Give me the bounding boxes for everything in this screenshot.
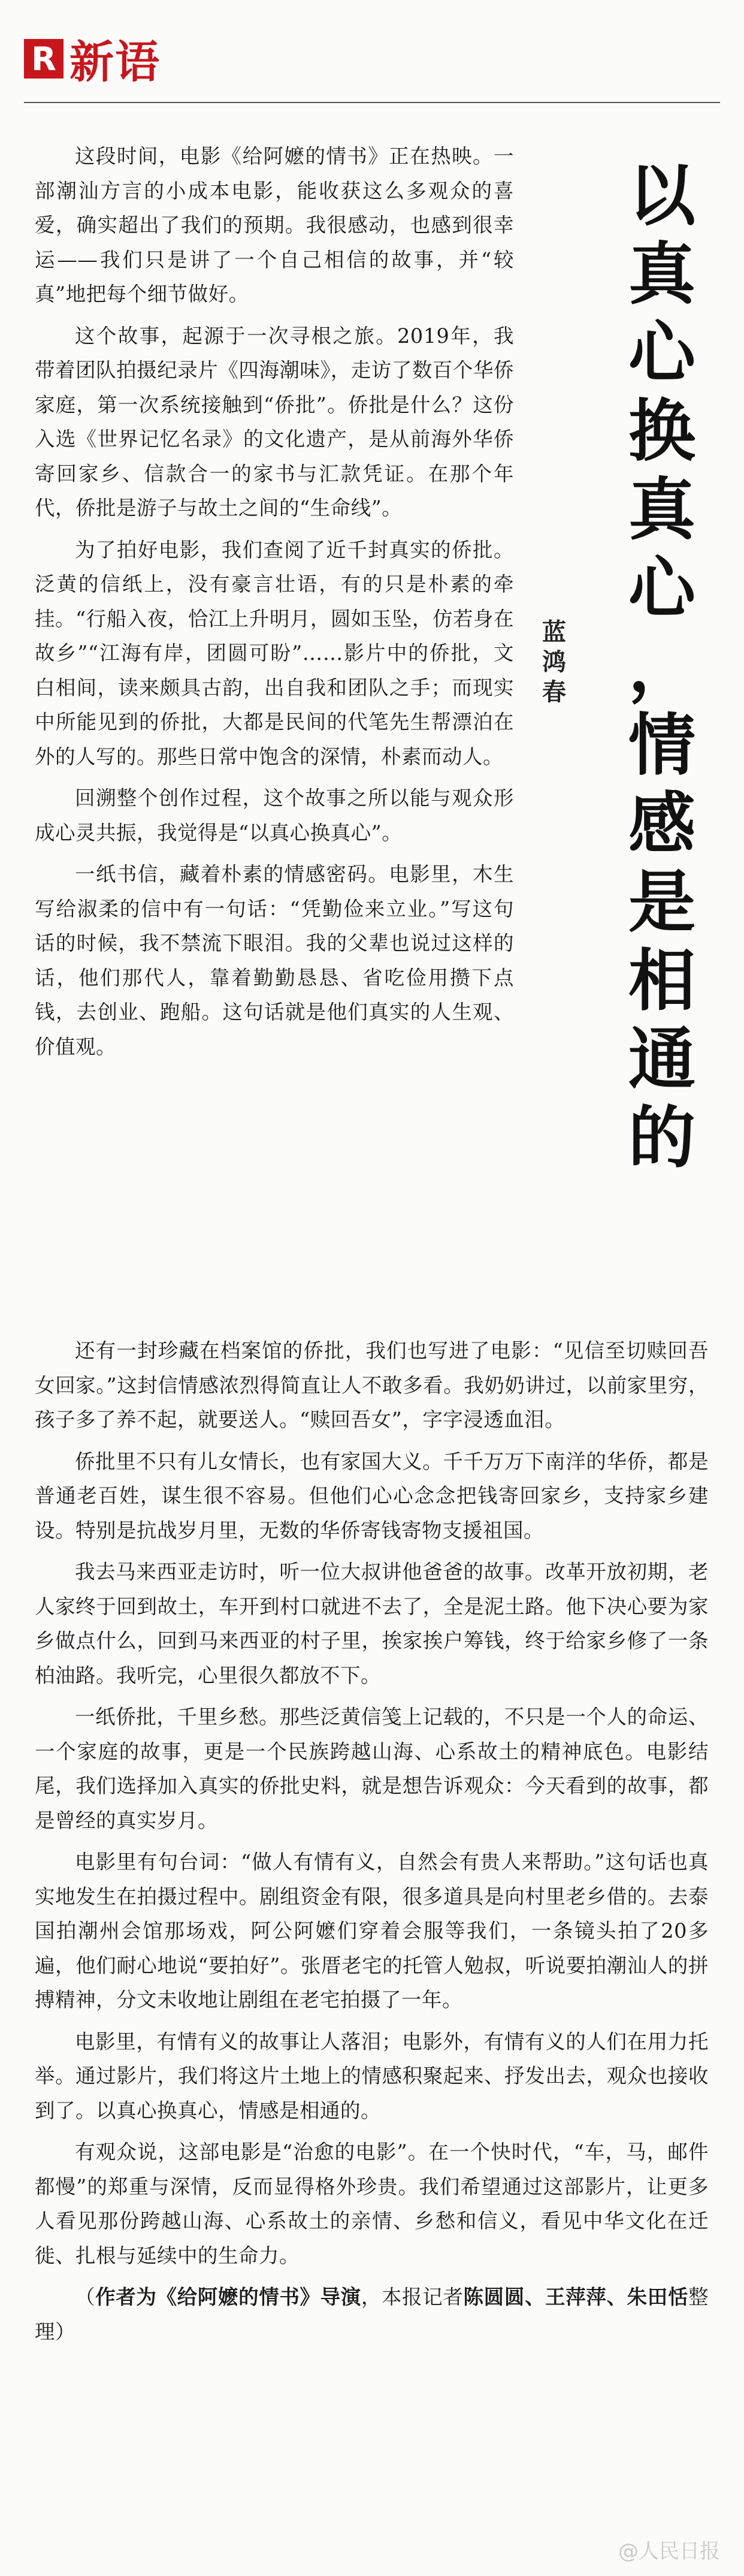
credit-tail: 整理）: [35, 2285, 709, 2343]
header-divider: [24, 102, 720, 103]
title-char: 心: [628, 550, 695, 628]
title-char: 换: [628, 393, 695, 470]
article-title: [623, 157, 701, 1178]
article-paragraph: 这个故事，起源于一次寻根之旅。2019年，我带着团队拍摄纪录片《四海潮味》，走访了数百个华侨家庭，第一次系统接触到“侨批”。侨批是什么？这份入选《世界记忆名录》的文化遗产，是从前海外华侨寄回家乡、信款合一的家书与汇款凭证。在那个年代，侨批是游子与故土之间的“生命线”。: [35, 324, 514, 520]
article-paragraph: 这段时间，电影《给阿嬷的情书》正在热映。一部潮汕方言的小成本电影，能收获这么多观众的喜爱，确实超出了我们的预期。我很感动，也感到很幸运——我们只是讲了一个自己相信的故事，并“较真”地把每个细节做好。: [35, 144, 514, 306]
credit-mid: ，本报记者: [361, 2285, 464, 2309]
article-paragraph: 侨批里不只有儿女情长，也有家国大义。千千万万下南洋的华侨，都是普通老百姓，谋生很不容易。但他们心心念念把钱寄回家乡，支持家乡建设。特别是抗战岁月里，无数的华侨寄钱寄物支援祖国。: [35, 1449, 709, 1542]
author-char: 鸿: [542, 648, 566, 676]
credit-names: 陈圆圆、王萍萍、朱田恬: [463, 2285, 689, 2309]
article-paragraph: 为了拍好电影，我们查阅了近千封真实的侨批。泛黄的信纸上，没有豪言壮语，有的只是朴素的牵挂。“行船入夜，恰江上升明月，圆如玉坠，仿若身在故乡”“江海有岸，团圆可盼”……影片中的侨批，文白相间，读来颇具古韵，出自我和团队之手；而现实中所能见到的侨批，大都是民间的代笔先生帮漂泊在外的人写的。那些日常中饱含的深情，朴素而动人。: [35, 538, 514, 768]
article-paragraph: 电影里，有情有义的故事让人落泪；电影外，有情有义的人们在用力托举。通过影片，我们将这片土地上的情感积聚起来、抒发出去，观众也接收到了。以真心换真心，情感是相通的。: [35, 2029, 709, 2122]
article-paragraph: 一纸书信，藏着朴素的情感密码。电影里，木生写给淑柔的信中有一句话：“凭勤俭来立业。”写这句话的时候，我不禁流下眼泪。我的父辈也说过这样的话，他们那代人，靠着勤勤恳恳、省吃俭用攒下点钱，去创业、跑船。这句话就是他们真实的人生观、价值观。: [35, 862, 514, 1058]
author-char: 蓝: [542, 619, 566, 646]
title-char: 真: [628, 471, 695, 549]
credit-open: （: [75, 2285, 96, 2309]
article-paragraph: 回溯整个创作过程，这个故事之所以能与观众形成心灵共振，我觉得是“以真心换真心”。: [35, 786, 514, 844]
article-paragraph: 电影里有句台词：“做人有情有义，自然会有贵人来帮助。”这句话也真实地发生在拍摄过程中。剧组资金有限，很多道具是向村里老乡借的。去泰国拍潮州会馆那场戏，阿公阿嬷们穿着会服等我们，一条镜头拍了20多遍，他们耐心地说“要拍好”。张厝老宅的托管人勉叔，听说要拍潮汕人的拼搏精神，分文未收地让剧组在老宅拍摄了一年。: [35, 1850, 709, 2011]
author-byline: [539, 617, 569, 707]
article-paragraph: 有观众说，这部电影是“治愈的电影”。在一个快时代，“车，马，邮件都慢”的郑重与深情，反而显得格外珍贵。我们希望通过这部影片，让更多人看见那份跨越山海、心系故土的亲情、乡愁和信义，看见中华文化在迁徙、扎根与延续中的生命力。: [35, 2140, 709, 2267]
author-credit: [35, 2280, 709, 2349]
article-paragraph: 还有一封珍藏在档案馆的侨批，我们也写进了电影：“见信至切赎回吾女回家。”这封信情感浓烈得简直让人不敢多看。我奶奶讲过，以前家里穷，孩子多了养不起，就要送人。“赎回吾女”，字字浸透血泪。: [35, 1339, 709, 1431]
section-title: 新语: [69, 37, 161, 88]
source-watermark: @人民日报: [618, 2539, 720, 2563]
title-char: 感: [628, 785, 695, 863]
title-char: 情: [628, 707, 695, 785]
title-char: 以: [628, 157, 695, 235]
credit-role: 作者为《给阿嬷的情书》导演: [95, 2285, 361, 2309]
title-char: 是: [628, 864, 695, 942]
article-column: [35, 139, 514, 1071]
article-paragraph: 我去马来西亚走访时，听一位大叔讲他爸爸的故事。改革开放初期，老人家终于回到故土，车开到村口就进不去了，全是泥土路。他下决心要为家乡做点什么，回到马来西亚的村子里，挨家挨户筹钱，终于给家乡修了一条柏油路。我听完，心里很久都放不下。: [35, 1560, 709, 1687]
author-char: 春: [542, 678, 566, 706]
title-char: 真: [628, 236, 695, 313]
title-char: 通: [628, 1021, 695, 1099]
title-char: 心: [628, 314, 695, 392]
article-paragraph: 一纸侨批，千里乡愁。那些泛黄信笺上记载的，不只是一个人的命运、一个家庭的故事，更是一个民族跨越山海、心系故土的精神底色。电影结尾，我们选择加入真实的侨批史料，就是想告诉观众：今天看到的故事，都是曾经的真实岁月。: [35, 1705, 709, 1832]
title-char: 的: [628, 1099, 695, 1177]
masthead: [24, 29, 161, 89]
r-logo-icon: R: [24, 39, 63, 79]
article-body: [35, 1334, 709, 2356]
title-char: 相: [628, 942, 695, 1020]
title-char: ，: [628, 628, 695, 706]
